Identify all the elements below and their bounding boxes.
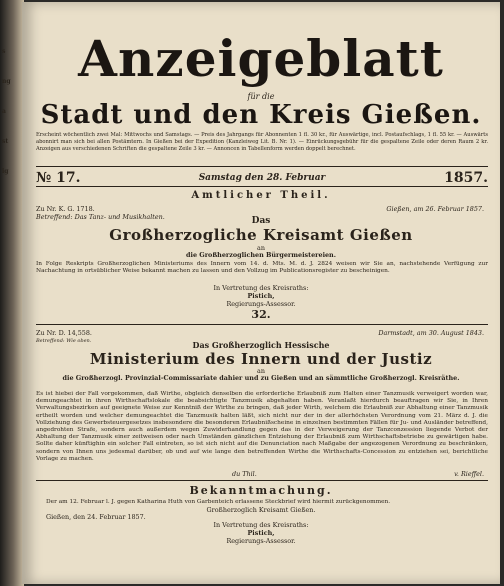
spine-fragments	[2, 48, 16, 198]
notice1-an: an	[257, 244, 265, 252]
notice1-signer-title: Regierungs-Assessor.	[226, 300, 296, 308]
notice1-ref: Zu Nr. K. G. 1718.	[36, 205, 95, 213]
notice1-betreff: Betreffend: Das Tanz- und Musikhalten.	[36, 213, 165, 221]
notice3-signer-title: Regierungs-Assessor.	[226, 537, 296, 545]
notice1-item-number: 32.	[251, 308, 271, 321]
divider	[36, 166, 488, 167]
issue-year: 1857.	[444, 170, 488, 186]
book-spine	[0, 0, 24, 586]
section-title: Amtlicher Theil.	[191, 190, 331, 201]
notice3-body: Der am 12. Februar l. J. gegen Katharina Huth von Garbenteich erlassene Steckbrief wird hiermit zurückgenommen.	[46, 499, 391, 505]
notice3-authority: Großherzoglich Kreisamt Gießen.	[206, 506, 316, 514]
issue-date: Samstag den 28. Februar	[198, 173, 326, 183]
notice1-authority: Großherzogliche Kreisamt Gießen	[109, 226, 413, 244]
divider	[36, 186, 488, 187]
notice1-das: Das	[251, 216, 271, 226]
notice2-place-date: Darmstadt, am 30. August 1843.	[378, 329, 484, 337]
notice2-an: an	[257, 367, 265, 375]
notice1-place-date: Gießen, am 26. Februar 1857.	[386, 205, 484, 213]
newspaper-page	[22, 2, 500, 584]
notice2-body: Es ist hiebei der Fall vorgekommen, daß Wirthe, obgleich denselben die erforderliche Erlaubniß zum Halten einer Tanzmusik verweigert worden war, demungeachtet in ihren Wirthschaftslokale die beabsichtigte Tanzmusik abgehalten haben. Veranlaßt hierdurch beauftragen wir Sie, in Ihren Verwaltungsbezirken auf geeignete Weise zur Kenntniß der Wirthe zu bringen, daß jeder Wirth, welchem die Erlaubniß zur Abhaltung einer Tanzmusik ertheilt worden und welcher demungeachtet die Tanzmusik halten läßt, sich nicht nur der in der allerhöchsten Verordnung vom 21. März d. J. die Vollziehung des Gewerbsteuergesetzes insbesondere die besonderen Erlaubnißscheine in einzelnen bestimmten Fällen für Ju- und Ausländer betreffend, angedrohten Strafe, sondern auch außerdem wegen Zuwiderhandlung gegen das in der Verweigerung der Tanzconzession liegende Verbot der Abhaltung der Tanzmusik einer zeitweisen oder nach Umständen gänzlichen Entziehung der Erlaubniß zum Wirthschaftsbetriebe zu gewärtigen habe. Sollte daher künftighin ein solcher Fall eintreten, so ist sich nicht auf die Denunciation nach Maßgabe der angezogenen Verordnung zu beschränken, sondern von Ihnen uns jedesmal darüber, ob und auf wie lange den betreffenden Wirthe die Wirthschafts-Concession zu entziehen sei, berichtliche Vorlage zu machen.	[36, 391, 488, 462]
notice3-title: Bekanntmachung.	[189, 484, 333, 497]
notice2-closing-left: du Thil.	[232, 470, 257, 478]
notice3-signer: Pistich,	[247, 529, 275, 537]
notice2-authority-line2: Ministerium des Innern und der Justiz	[89, 350, 433, 368]
notice1-signer: Pistich,	[247, 292, 275, 300]
spine-fragment: s	[2, 48, 6, 55]
issue-number: № 17.	[36, 170, 81, 186]
issue-row	[36, 170, 488, 186]
spine-fragment: ig	[2, 168, 9, 175]
notice3-in-vertretung: In Vertretung des Kreisraths:	[213, 521, 309, 529]
masthead-title: Anzeigeblatt	[78, 29, 444, 88]
divider	[36, 324, 488, 325]
notice2-recipients: die Großherzogl. Provinzial-Commissariate dahier und zu Gießen und an sämmtliche Großherzogl. Kreisräthe.	[62, 374, 460, 382]
notice2-authority-line1: Das Großherzoglich Hessische	[192, 340, 330, 350]
masthead-fuer: für die	[247, 92, 275, 101]
divider	[36, 480, 488, 481]
spine-fragment: a	[2, 108, 6, 115]
notice1-in-vertretung: In Vertretung des Kreisraths:	[213, 284, 309, 292]
subscription-info: Erscheint wöchentlich zwei Mal: Mittwochs und Samstags. — Preis des Jahrgangs für Abonnenten 1 fl. 30 kr., für Auswärtige, incl. Postaufschlags, 1 fl. 55 kr. — Auswärts abonnirt man sich bei allen Postämtern. In Gießen bei der Expedition (Kanzleiweg Lit. B. Nr. 1). — Einrückungsgebühr für die gespaltene Zeile oder deren Raum 2 kr. Anzeigen aus verschiedenen Schriften die gespaltene Zeile 3 kr. — Annoncen in Tabellenform werden doppelt berechnet.	[36, 132, 488, 152]
notice3-place-date: Gießen, den 24. Februar 1857.	[46, 513, 146, 521]
notice2-betreff: Betreffend: Wie oben.	[36, 338, 92, 344]
notice1-recipients: die Großherzoglichen Bürgermeistereien.	[186, 251, 336, 259]
notice2-ref: Zu Nr. D. 14,558.	[36, 329, 92, 337]
masthead-subtitle: Stadt und den Kreis Gießen.	[40, 100, 482, 130]
spine-fragment: st	[2, 138, 9, 145]
spine-fragment: ng	[2, 78, 11, 85]
notice2-closing-right: v. Rieffel.	[454, 470, 484, 478]
notice1-body: In Folge Reskripts Großherzoglichen Ministeriums des Innern vom 14. d. Mts. M. d. J. 2824 weisen wir Sie an, nachstehende Verfügung zur Nachachtung in ortsüblicher Weise bekannt machen zu lassen und den Vollzug im Publicationsregister zu bescheinigen.	[36, 261, 488, 275]
